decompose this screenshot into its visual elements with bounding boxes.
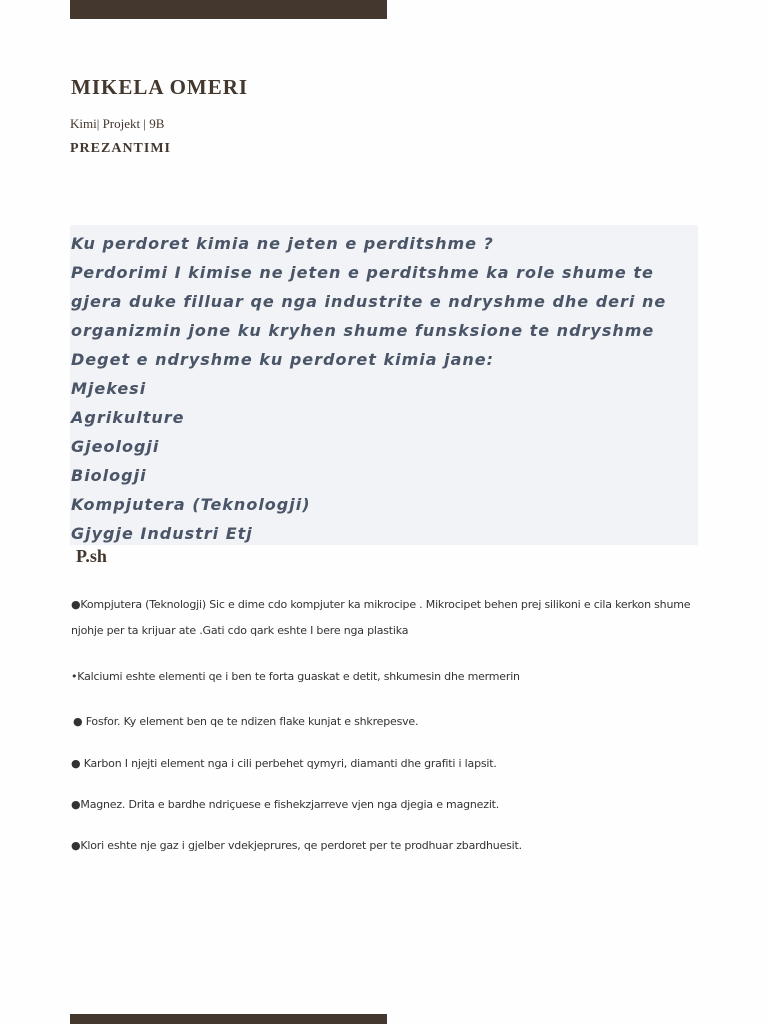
field-item-medicine: Mjekesi [71, 379, 147, 398]
intro-line: Deget e ndryshme ku perdoret kimia jane: [71, 350, 495, 369]
intro-question: Ku perdoret kimia ne jeten e perditshme ? [71, 234, 494, 253]
example-item-magnesium: ●Magnez. Drita e bardhe ndriçuese e fishekzjarreve vjen nga djegia e magnezit. [71, 798, 500, 811]
field-item-other: Gjygje Industri Etj [71, 524, 253, 543]
example-item-carbon: ● Karbon I njejti element nga i cili perbehet qymyri, diamanti dhe grafiti i lapsit. [71, 757, 497, 770]
field-item-biology: Biologji [71, 466, 147, 485]
section-heading: PREZANTIMI [70, 141, 172, 156]
intro-line: Perdorimi I kimise ne jeten e perditshme ka role shume te [71, 263, 654, 282]
field-item-computers: Kompjutera (Teknologji) [71, 495, 311, 514]
example-item-phosphorus: ● Fosfor. Ky element ben qe te ndizen flake kunjat e shkrepesve. [73, 715, 419, 728]
field-item-geology: Gjeologji [71, 437, 160, 456]
bottom-decorative-bar [70, 1014, 387, 1024]
example-item-calcium: •Kalciumi eshte elementi qe i ben te forta guaskat e detit, shkumesin dhe mermerin [71, 670, 520, 683]
intro-line: organizmin jone ku kryhen shume funsksione te ndryshme [71, 321, 655, 340]
example-item-chlorine: ●Klori eshte nje gaz i gjelber vdekjeprures, qe perdoret per te prodhuar zbardhuesit. [71, 839, 522, 852]
intro-text [71, 229, 698, 548]
top-decorative-bar [70, 0, 387, 19]
examples-label: P.sh [76, 546, 107, 566]
intro-line: gjera duke filluar qe nga industrite e ndryshme dhe deri ne [71, 292, 667, 311]
document-subtitle: Kimi| Projekt | 9B [70, 116, 165, 131]
example-item-computers: ●Kompjutera (Teknologji) Sic e dime cdo kompjuter ka mikrocipe . Mikrocipet behen prej silikoni e cila kerkon shume njohje per ta krijuar ate .Gati cdo qark eshte I bere nga plastika [71, 598, 691, 637]
author-name: MIKELA OMERI [71, 75, 249, 99]
field-item-agriculture: Agrikulture [71, 408, 185, 427]
